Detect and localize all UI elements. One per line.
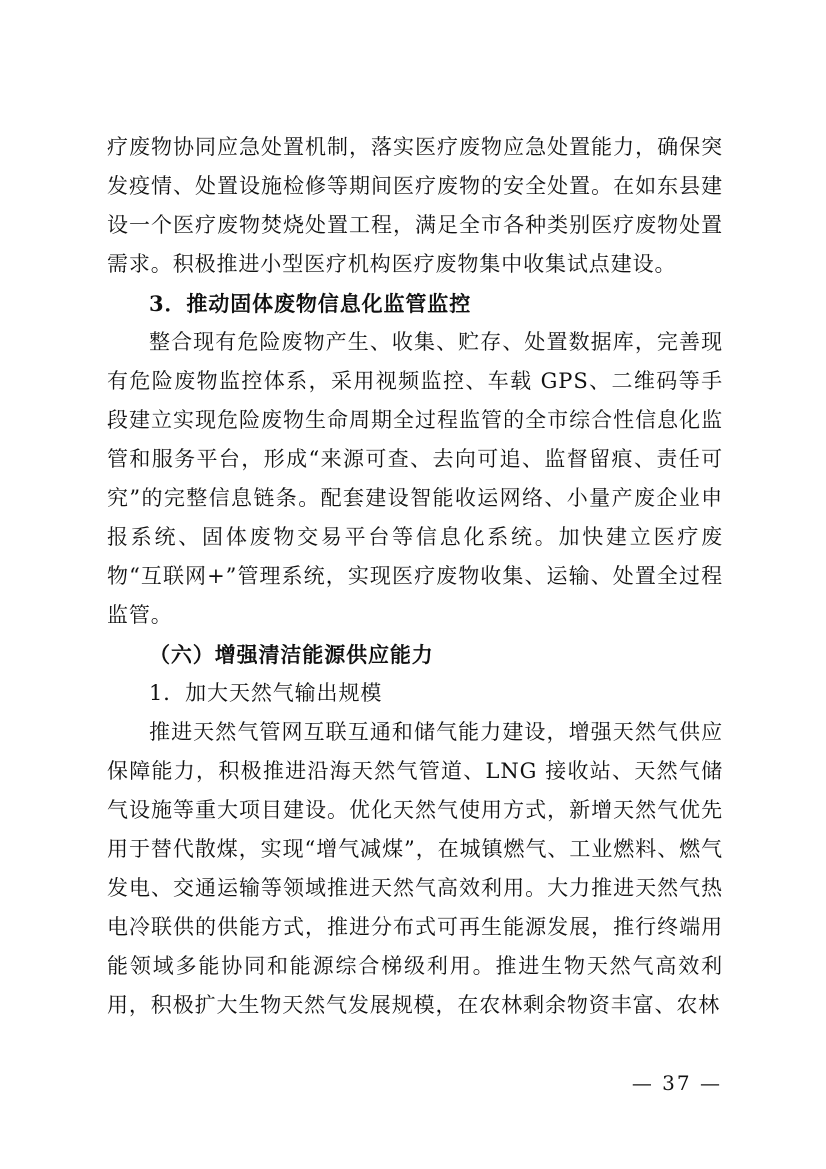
heading-solid-waste-info-monitoring: 3．推动固体废物信息化监管监控 [149, 291, 472, 316]
page-number: — 37 — [631, 1071, 722, 1095]
paragraph-medical-waste-continuation: 疗废物协同应急处置机制，落实医疗废物应急处置能力，确保突发疫情、处置设施检修等期间医疗废物的安全处置。在如东县建设一个医疗废物焚烧处置工程，满足全市各种类别医疗废物处置需求。积极推进小型医疗机构医疗废物集中收集试点建设。 [107, 135, 723, 276]
heading-clean-energy-supply: （六）增强清洁能源供应能力 [149, 642, 434, 667]
paragraph-natural-gas-development: 推进天然气管网互联互通和储气能力建设，增强天然气供应保障能力，积极推进沿海天然气管道、LNG 接收站、天然气储气设施等重大项目建设。优化天然气使用方式，新增天然气优先用于替代散煤，实现“增气减煤”，在城镇燃气、工业燃料、燃气发电、交通运输等领域推进天然气高效利用。大力推进天然气热电冷联供的供能方式，推进分布式可再生能源发展，推行终端用能领域多能协同和能源综合梯级利用。推进生物天然气高效利用，积极扩大生物天然气发展规模，在农林剩余物资丰富、农林 [107, 720, 723, 1017]
paragraph-hazardous-waste-platform: 整合现有危险废物产生、收集、贮存、处置数据库，完善现有危险废物监控体系，采用视频监控、车载 GPS、二维码等手段建立实现危险废物生命周期全过程监管的全市综合性信息化监管和服务平台，形成“来源可查、去向可追、监督留痕、责任可究”的完整信息链条。配套建设智能收运网络、小量产废企业申报系统、固体废物交易平台等信息化系统。加快建立医疗废物“互联网+”管理系统，实现医疗废物收集、运输、处置全过程监管。 [107, 330, 723, 627]
heading-natural-gas-scale: 1．加大天然气输出规模 [149, 681, 383, 705]
document-body [107, 128, 723, 1025]
